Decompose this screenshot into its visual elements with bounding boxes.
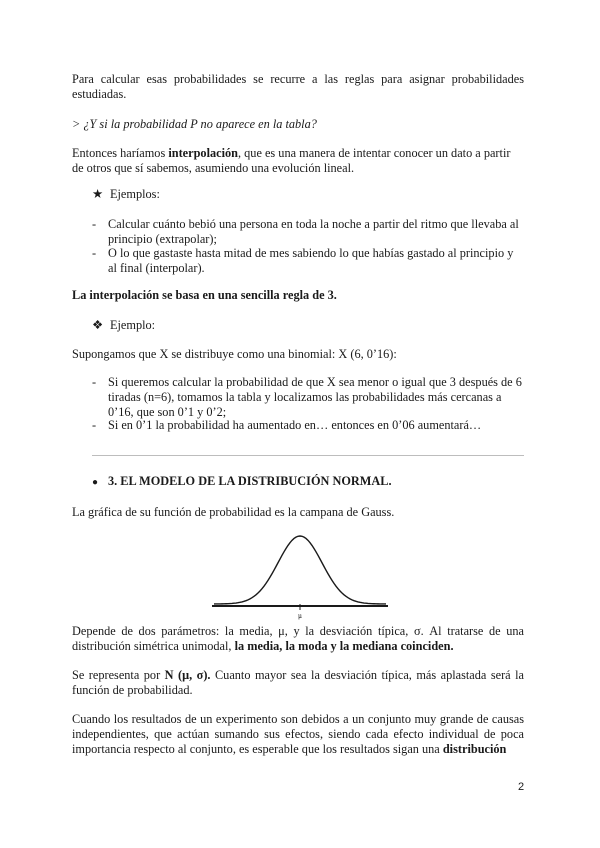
dash-icon: -	[92, 217, 97, 231]
star-icon: ★	[92, 187, 104, 201]
list-item	[92, 246, 524, 276]
interpolation-term: interpolación	[168, 146, 238, 160]
list-item	[92, 375, 524, 420]
examples-heading	[92, 187, 160, 202]
rule-statement: La interpolación se basa en una sencilla regla de 3.	[72, 288, 337, 302]
example-heading	[92, 318, 155, 333]
mean-label: μ	[298, 613, 302, 620]
interpolation-post: , que es una manera de intentar conocer un dato a partir de otros que sí sabemos, asumiendo una evolución lineal.	[72, 146, 511, 175]
notation-term: N (μ, σ).	[164, 668, 211, 682]
intro-paragraph: Para calcular esas probabilidades se recurre a las reglas para asignar probabilidades estudiadas.	[72, 72, 524, 101]
diamond-flower-icon: ❖	[92, 318, 104, 332]
section-heading	[92, 474, 392, 490]
parameters-bold: la media, la moda y la mediana coinciden.	[234, 639, 454, 653]
page-number: 2	[518, 781, 525, 793]
interpolation-pre: Entonces haríamos	[72, 146, 169, 160]
section-divider	[92, 455, 524, 456]
notation-pre: Se representa por	[72, 668, 165, 682]
example-label: Ejemplo:	[110, 318, 156, 332]
gauss-paragraph: La gráfica de su función de probabilidad es la campana de Gauss.	[72, 505, 395, 519]
examples-label: Ejemplos:	[110, 187, 160, 201]
bullet-dot-icon: ●	[92, 477, 99, 488]
causes-term: distribución	[442, 742, 507, 756]
list-item-text: Si en 0’1 la probabilidad ha aumentado en… entonces en 0’06 aumentará…	[108, 418, 482, 432]
list-item	[92, 217, 524, 247]
section-title: 3. EL MODELO DE LA DISTRIBUCIÓN NORMAL.	[108, 474, 392, 488]
gauss-bell-curve-figure	[210, 528, 390, 620]
list-item	[92, 418, 524, 433]
parameters-pre: Depende de dos parámetros: la media, μ, y la desviación típica, σ. Al tratarse de una distribución simétrica unimodal,	[72, 624, 524, 653]
dash-icon: -	[92, 375, 97, 389]
dash-icon: -	[92, 418, 97, 432]
notation-post: Cuanto mayor sea la desviación típica, más aplastada será la función de probabilidad.	[72, 668, 524, 697]
question-line: > ¿Y si la probabilidad P no aparece en la tabla?	[72, 117, 317, 131]
list-item-text: O lo que gastaste hasta mitad de mes sabiendo lo que habías gastado al principio y al final (interpolar).	[108, 246, 514, 275]
notation-paragraph	[72, 668, 524, 698]
parameters-paragraph	[72, 624, 524, 654]
binomial-paragraph: Supongamos que X se distribuye como una binomial: X (6, 0’16):	[72, 347, 397, 361]
dash-icon: -	[92, 246, 97, 260]
bell-curve	[214, 536, 386, 604]
interpolation-paragraph	[72, 146, 524, 176]
list-item-text: Si queremos calcular la probabilidad de que X sea menor o igual que 3 después de 6 tiradas (n=6), tomamos la tabla y localizamos las probabilidades más cercanas a 0’16, que son 0’1 y 0’2;	[108, 375, 522, 419]
causes-pre: Cuando los resultados de un experimento son debidos a un conjunto muy grande de causas independientes, que actúan sumando sus efectos, siendo cada efecto individual de poca importancia respecto al conjunto, es esperable que los resultados sigan una	[72, 712, 524, 756]
list-item-text: Calcular cuánto bebió una persona en toda la noche a partir del ritmo que llevaba al principio (extrapolar);	[108, 217, 519, 246]
causes-paragraph	[72, 712, 524, 757]
